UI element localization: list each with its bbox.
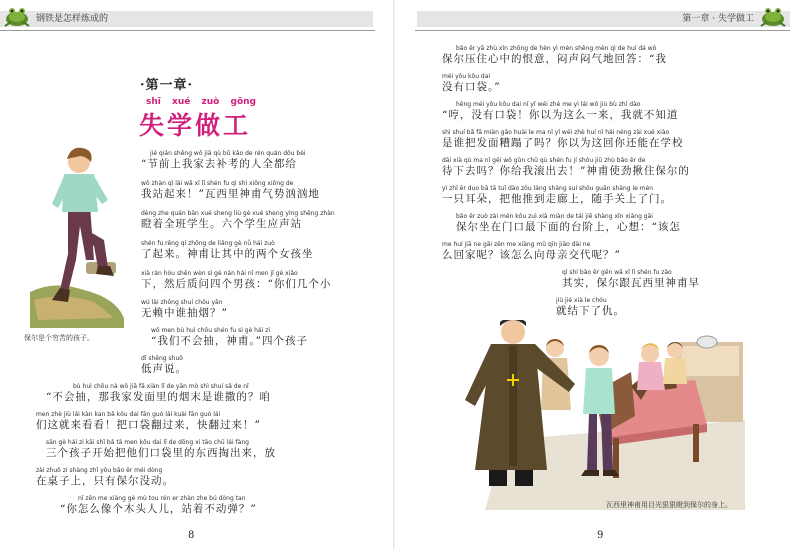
header-rule	[0, 30, 375, 31]
text-line: “哼，没有口袋！你以为这么一来，我就不知道	[442, 109, 679, 121]
classroom-scene-illustration	[445, 320, 745, 510]
text-line: 在桌子上，只有保尔没动。	[36, 475, 174, 487]
text-line: 低声说。	[141, 363, 187, 375]
text-line: 我站起来！”瓦西里神甫气势汹汹地	[141, 188, 320, 200]
text-line: 没有口袋。”	[442, 81, 501, 93]
pinyin-line: bǎo ěr yā zhù xīn zhōng de hèn yì mèn shēng mèn qì de huí dá wǒ	[456, 45, 657, 52]
pinyin-line: dèng zhe quán bān xué sheng liù gè xué sheng yìng shēng zhàn	[141, 210, 335, 217]
page-number: 9	[597, 530, 604, 541]
pinyin-line: jiù jié xià le chóu	[556, 297, 607, 304]
text-line: “节前上我家去补考的人全都给	[141, 158, 297, 170]
page-number: 8	[188, 530, 195, 541]
text-line: 下，然后质问四个男孩：“你们几个小	[141, 278, 332, 290]
text-line: “你怎么像个木头人儿，站着不动弹？”	[60, 503, 257, 515]
pinyin-line: xià rán hòu shěn wèn sì gè nán hái nǐ men jǐ gè xiǎo	[141, 270, 298, 277]
title-pinyin-syllable: zuò	[201, 97, 220, 107]
pinyin-line: jié qián shēng wǒ jiā qù bǔ kǎo de rén quán dōu bèi	[150, 150, 306, 157]
pinyin-line: qí shí bǎo ěr gēn wǎ xī lǐ shén fu zǎo	[562, 269, 672, 276]
text-line: 其实，保尔跟瓦西里神甫早	[562, 277, 700, 289]
pinyin-line: hēng méi yǒu kǒu dai nǐ yǐ wéi zhè me yì lái wǒ jiù bù zhī dào	[456, 101, 641, 108]
pinyin-line: sān gè hái zi kāi shǐ bǎ tā men kǒu dai lǐ de dōng xi tāo chū lái fàng	[46, 439, 249, 446]
title-pinyin-syllable: shī	[146, 97, 161, 107]
text-line: 待下去吗？你给我滚出去！”神甫使劲揪住保尔的	[442, 165, 690, 177]
pinyin-line: wǒ zhàn qǐ lái wǎ xī lǐ shén fu qì shì xiōng xiōng de	[141, 180, 294, 187]
frog-icon	[2, 2, 32, 28]
text-line: 们这就来看看！把口袋翻过来，快翻过来！”	[36, 419, 261, 431]
illustration-caption: 瓦西里神甫用目光狠狠瞪到保尔的身上。	[606, 501, 732, 509]
pinyin-line: shén fu rěng qí zhōng de liǎng gè nǚ hái zuò	[141, 240, 275, 247]
text-line: 了起来。神甫让其中的两个女孩坐	[141, 248, 314, 260]
pinyin-line: men zhè jiù lái kàn kan bǎ kǒu dai fān guò lái kuài fān guò lái	[36, 411, 221, 418]
pinyin-line: bù huì chōu nà wǒ jiā fā xiàn lǐ de yān mò shì shuí sǎ de nǐ	[73, 383, 249, 390]
illustration-caption: 保尔是个穷苦的孩子。	[24, 334, 94, 342]
text-line: 三个孩子开始把他们口袋里的东西掏出来，放	[46, 447, 276, 459]
pinyin-line: yì zhī ěr duo bǎ tā tuī dào zǒu láng shàng suí shǒu guān shàng le mén	[442, 185, 654, 192]
text-line: 是谁把发面糟蹋了吗？你以为这回你还能在学校	[442, 137, 684, 149]
title-pinyin-syllable: xué	[172, 97, 191, 107]
text-line: 一只耳朵，把他推到走廊上，随手关上了门。	[442, 193, 672, 205]
pinyin-line: bǎo ěr zuò zài mén kǒu zuì xià miàn de tái jiē shàng xīn xiǎng gāi	[456, 213, 653, 220]
text-line: “我们不会抽，神甫。”四个孩子	[151, 335, 308, 347]
frog-icon	[758, 2, 788, 28]
text-line: 么回家呢？该怎么向母亲交代呢？”	[442, 249, 621, 261]
text-line: 就结下了仇。	[556, 305, 625, 317]
text-line: 瞪着全班学生。六个学生应声站	[141, 218, 302, 230]
title-pinyin-syllable: gōng	[230, 97, 256, 107]
text-line: 无赖中谁抽烟？”	[141, 307, 228, 319]
chapter-header: 第一章 · 失学做工	[682, 14, 754, 24]
boy-illustration	[24, 142, 128, 328]
chapter-label: ·第一章·	[140, 78, 194, 93]
running-header-left	[0, 11, 373, 27]
pinyin-line: zài zhuō zi shàng zhǐ yǒu bǎo ěr méi dòng	[36, 467, 163, 474]
text-line: 保尔坐在门口最下面的台阶上，心想：“该怎	[456, 221, 681, 233]
pinyin-line: nǐ zěn me xiàng gè mù tou rén er zhàn zhe bú dòng tan	[78, 495, 246, 502]
pinyin-line: dāi xià qù ma nǐ gěi wǒ gǔn chū qù shén fu jí shǒu jiū zhù bǎo ěr de	[442, 157, 646, 164]
pinyin-line: wǒ men bù huì chōu shén fu sì gè hái zi	[151, 327, 271, 334]
pinyin-line: méi yǒu kǒu dai	[442, 73, 491, 80]
chapter-title: 失学做工	[139, 111, 252, 140]
book-title: 钢铁是怎样炼成的	[36, 14, 109, 24]
text-line: 保尔压住心中的恨意，闷声闷气地回答：“我	[442, 53, 667, 65]
pinyin-line: wú lài zhōng shuí chōu yān	[141, 299, 223, 306]
pinyin-line: dī shēng shuō	[141, 355, 183, 362]
running-header-right	[417, 11, 790, 27]
pinyin-line: shì shuí bǎ fā miàn gǎo huài le ma nǐ yǐ wéi zhè huí nǐ hái néng zài xué xiào	[442, 129, 670, 136]
pinyin-line: me huí jiā ne gāi zěn me xiàng mǔ qīn jiāo dài ne	[442, 241, 591, 248]
header-rule	[415, 30, 790, 31]
text-line: “不会抽，那我家发面里的烟末是谁撒的？咱	[46, 391, 271, 403]
